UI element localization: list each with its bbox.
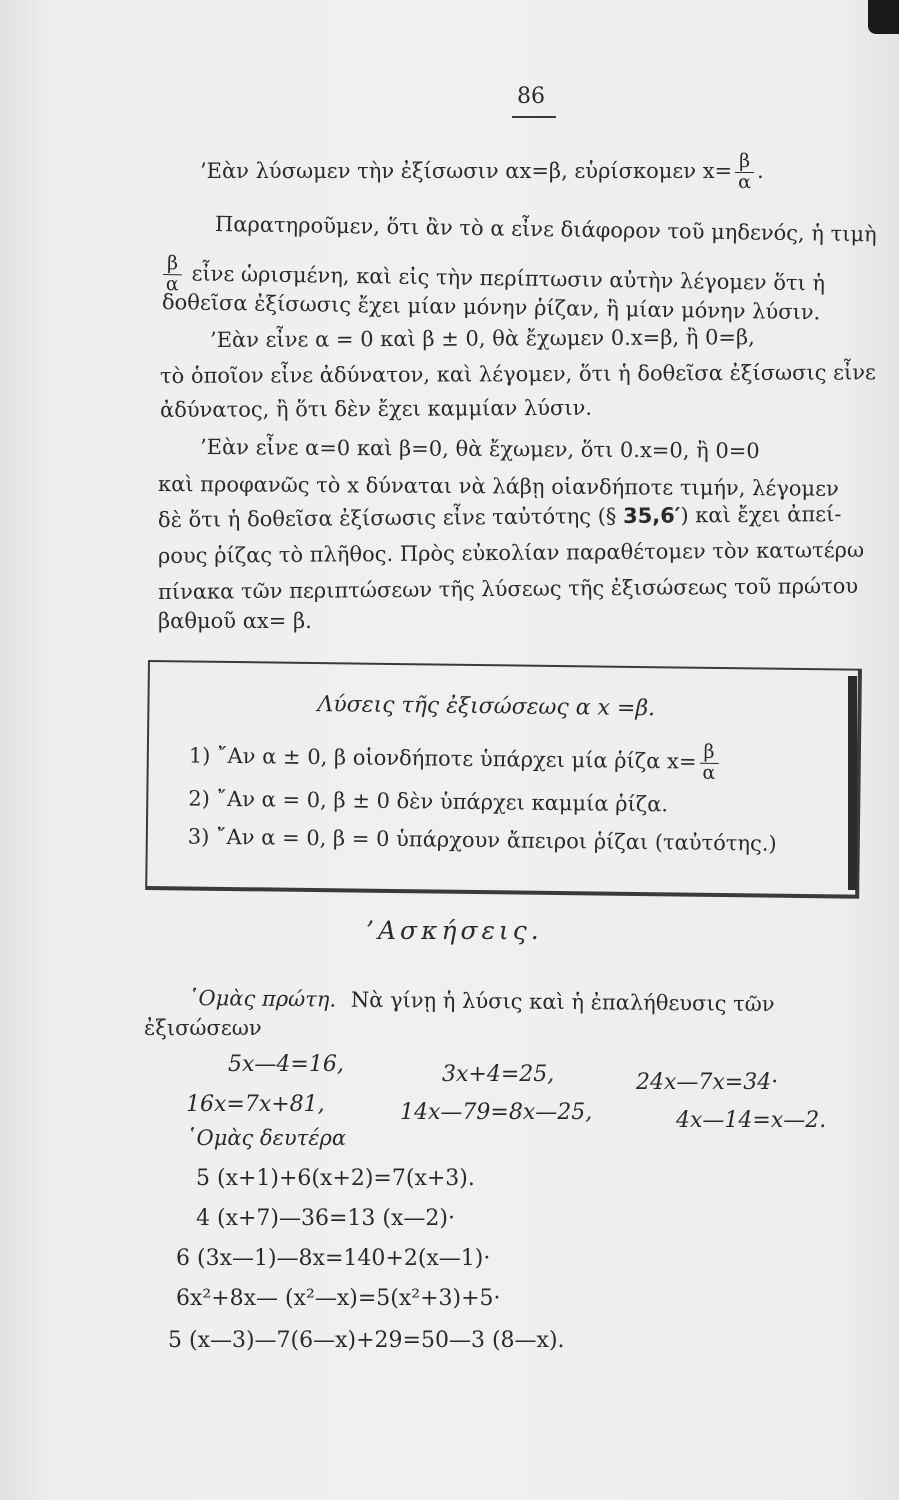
equation: 5 (x—3)—7(6—x)+29=50—3 (8—x).	[168, 1328, 565, 1353]
page-number-rule	[512, 116, 556, 118]
fraction-numerator: β	[735, 152, 754, 173]
equation: 5 (x+1)+6(x+2)=7(x+3).	[196, 1166, 475, 1191]
group1-line2: ἐξισώσεων	[144, 1016, 262, 1040]
para1-end: .	[757, 158, 764, 183]
box-row2: 2) ῎Αν α = 0, β ± 0 δὲν ὑπάρχει καμμία ῥίζα.	[188, 786, 669, 817]
exercises-title: ’Ασκήσεις.	[366, 916, 543, 945]
para4-line1: ’Εὰν εἶνε α=0 καὶ β=0, θὰ ἔχωμεν, ὅτι 0.x=0, ἢ 0=0	[199, 435, 760, 463]
para3-line3: ἀδύνατος, ἢ ὅτι δὲν ἔχει καμμίαν λύσιν.	[159, 395, 593, 422]
para2-line3: δοθεῖσα ἐξίσωσις ἔχει μίαν μόνην ῥίζαν, ἢ μίαν μόνην λύσιν.	[161, 290, 821, 325]
para3-line2: τὸ ὁποῖον εἶνε ἀδύνατον, καὶ λέγομεν, ὅτι ἡ δοθεῖσα ἐξίσωσις εἶνε	[159, 360, 876, 388]
equation: 5x—4=16,	[228, 1052, 344, 1077]
equation: 4 (x+7)—36=13 (x—2)·	[196, 1206, 455, 1231]
box-row1-fraction	[699, 740, 718, 784]
para4-line4: ρους ῥίζας τὸ πλῆθος. Πρὸς εὐκολίαν παραθέτομεν τὸν κατωτέρω	[157, 537, 865, 568]
group1-heading	[188, 988, 775, 1015]
group1-instruction: Νὰ γίνῃ ἡ λύσις καὶ ἡ ἐπαλήθευσις τῶν	[350, 987, 775, 1017]
para3-line1: ’Εὰν εἶνε α = 0 καὶ β ± 0, θὰ ἔχωμεν 0.x=β, ἢ 0=β,	[209, 325, 755, 352]
equation: 16x=7x+81,	[186, 1092, 325, 1117]
box-row1-text: 1) ῎Αν α ± 0, β οἱονδήποτε ὑπάρχει μία ῥίζα x=	[188, 743, 697, 774]
para4-line3-end: ) καὶ ἔχει ἀπεί-	[680, 502, 842, 528]
fraction-denominator: α	[738, 170, 752, 193]
equation: 3x+4=25,	[442, 1062, 555, 1087]
para2-line2: εἶνε ὡρισμένη, καὶ εἰς τὴν περίπτωσιν αὐτὴν λέγομεν ὅτι ἡ	[191, 261, 826, 296]
para4-line2: καὶ προφανῶς τὸ x δύναται νὰ λάβῃ οἱανδήποτε τιμήν, λέγομεν	[157, 472, 839, 501]
para4-line3	[158, 504, 842, 531]
fraction-numerator: β	[700, 743, 719, 764]
equation: 6x²+8x— (x²—x)=5(x²+3)+5·	[176, 1286, 501, 1311]
fraction-denominator: α	[165, 273, 179, 296]
box-shadow-edge	[848, 676, 857, 890]
para1-line	[200, 152, 764, 193]
para1-text: ’Εὰν λύσωμεν τὴν ἐξίσωσιν αx=β, εὑρίσκομεν x=	[200, 158, 733, 183]
para2-line1: Παρατηροῦμεν, ὅτι ἂν τὸ α εἶνε διάφορον τοῦ μηδενός, ἡ τιμὴ	[214, 212, 877, 247]
para4-line5: πίνακα τῶν περιπτώσεων τῆς λύσεως τῆς ἐξισώσεως τοῦ πρώτου	[157, 573, 859, 604]
para2-fraction	[163, 254, 182, 295]
equation: 4x—14=x—2.	[676, 1108, 827, 1133]
equation: 6 (3x—1)—8x=140+2(x—1)·	[176, 1246, 491, 1271]
para4-line6: βαθμοῦ αx= β.	[158, 609, 312, 633]
solutions-box	[145, 660, 862, 899]
group2-label: ῾Ομὰς δευτέρα	[186, 1126, 347, 1150]
scan-corner-shadow	[868, 0, 899, 34]
para4-line3-start: δὲ ὅτι ἡ δοθεῖσα ἐξίσωσις εἶνε ταὐτότης (§	[157, 503, 624, 532]
group1-label: ῾Ομὰς πρώτη.	[187, 986, 337, 1012]
equation: 14x—79=8x—25,	[400, 1100, 593, 1125]
fraction-denominator: α	[702, 761, 716, 784]
equation: 24x—7x=34·	[636, 1070, 779, 1095]
box-row1	[189, 737, 722, 784]
section-reference: 35,6′	[622, 503, 681, 528]
fraction-numerator: β	[163, 254, 182, 275]
box-row3: 3) ῎Αν α = 0, β = 0 ὑπάρχουν ἄπειροι ῥίζαι (ταὐτότης.)	[187, 824, 777, 856]
para1-fraction	[735, 152, 754, 193]
page-number: 86	[517, 84, 545, 109]
box-title: Λύσεις τῆς ἐξισώσεως α x =β.	[317, 692, 656, 722]
